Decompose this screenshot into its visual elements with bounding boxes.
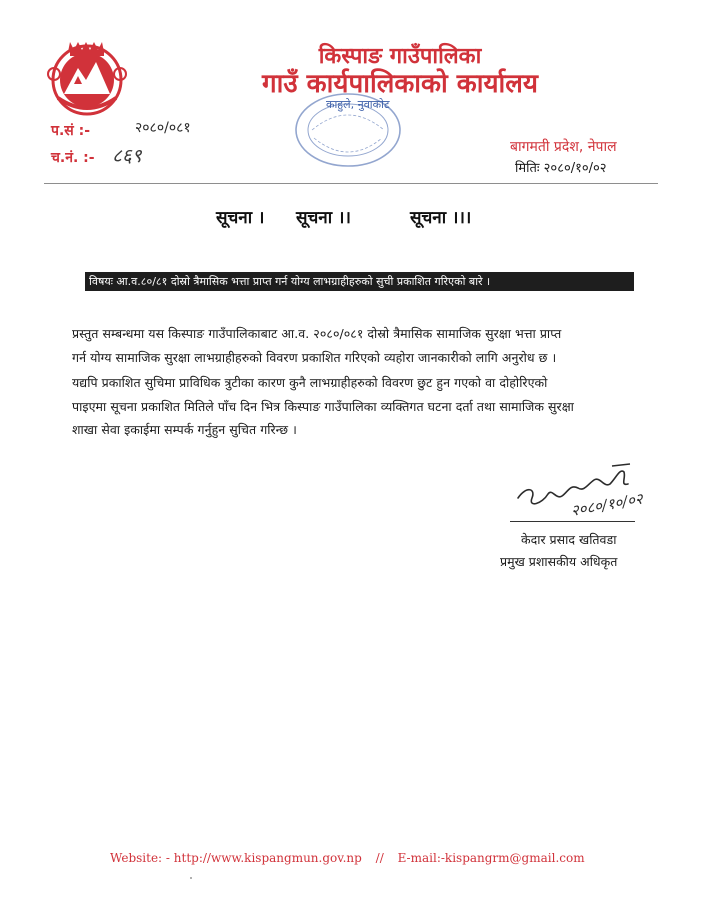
body-line-5: शाखा सेवा इकाईमा सम्पर्क गर्नुहुन सुचित गरिन्छ ।	[72, 422, 297, 437]
province: बागमती प्रदेश, नेपाल	[510, 139, 617, 155]
footer-email[interactable]: E-mail:-kispangrm@gmail.com	[397, 851, 585, 865]
handwritten-signature	[512, 458, 682, 528]
office-location: काहुले, नुवाकोट	[326, 98, 390, 111]
dispatch-number: ८६९	[112, 145, 142, 167]
notice-heading-2: सूचना ।।	[296, 208, 351, 228]
body-line-4: पाइएमा सूचना प्रकाशित मितिले पाँच दिन भित्र किस्पाङ गाउँपालिका व्यक्तिगत घटना दर्ता तथा सामाजिक सुरक्षा	[72, 399, 574, 414]
signer-name: केदार प्रसाद खतिवडा	[521, 532, 617, 547]
dispatch-label: च.नं. :-	[51, 150, 95, 166]
reference-number: २०८०/०८१	[135, 120, 191, 136]
header-divider	[44, 183, 658, 184]
reference-label: प.सं :-	[51, 123, 91, 139]
footer-contact	[110, 851, 610, 865]
government-emblem-icon	[44, 34, 130, 120]
notice-heading-1: सूचना ।	[216, 208, 265, 228]
office-title: गाउँ कार्यपालिकाको कार्यालय	[262, 69, 538, 99]
page-mark	[190, 877, 192, 879]
body-line-1: प्रस्तुत सम्बन्धमा यस किस्पाङ गाउँपालिकाबाट आ.व. २०८०/०८१ दोस्रो त्रैमासिक सामाजिक सुरक्षा भत्ता प्राप्त	[72, 326, 562, 341]
signer-designation: प्रमुख प्रशासकीय अधिकृत	[500, 554, 618, 569]
body-line-2: गर्न योग्य सामाजिक सुरक्षा लाभग्राहीहरुको विवरण प्रकाशित गरिएको व्यहोरा जानकारीको लागि अनुरोध छ ।	[72, 350, 557, 365]
footer-separator: //	[375, 851, 384, 865]
office-name: किस्पाङ गाउँपालिका	[318, 44, 482, 69]
body-line-3: यद्यपि प्रकाशित सुचिमा प्राविधिक त्रुटीका कारण कुनै लाभग्राहीहरुको विवरण छुट हुन गएको वा दोहोरिएको	[72, 375, 548, 390]
subject-line: विषयः आ.व.८०/८१ दोस्रो त्रैमासिक भत्ता प्राप्त गर्न योग्य लाभग्राहीहरुको सुची प्रकाशित गरिएको बारे ।	[85, 272, 634, 291]
issue-date: मितिः २०८०/१०/०२	[515, 161, 607, 176]
notice-heading-3: सूचना ।।।	[410, 208, 472, 228]
signature-date: २०८०/१०/०२	[569, 489, 645, 520]
footer-website[interactable]: Website: - http://www.kispangmun.gov.np	[110, 851, 362, 865]
signature-line	[510, 521, 635, 522]
